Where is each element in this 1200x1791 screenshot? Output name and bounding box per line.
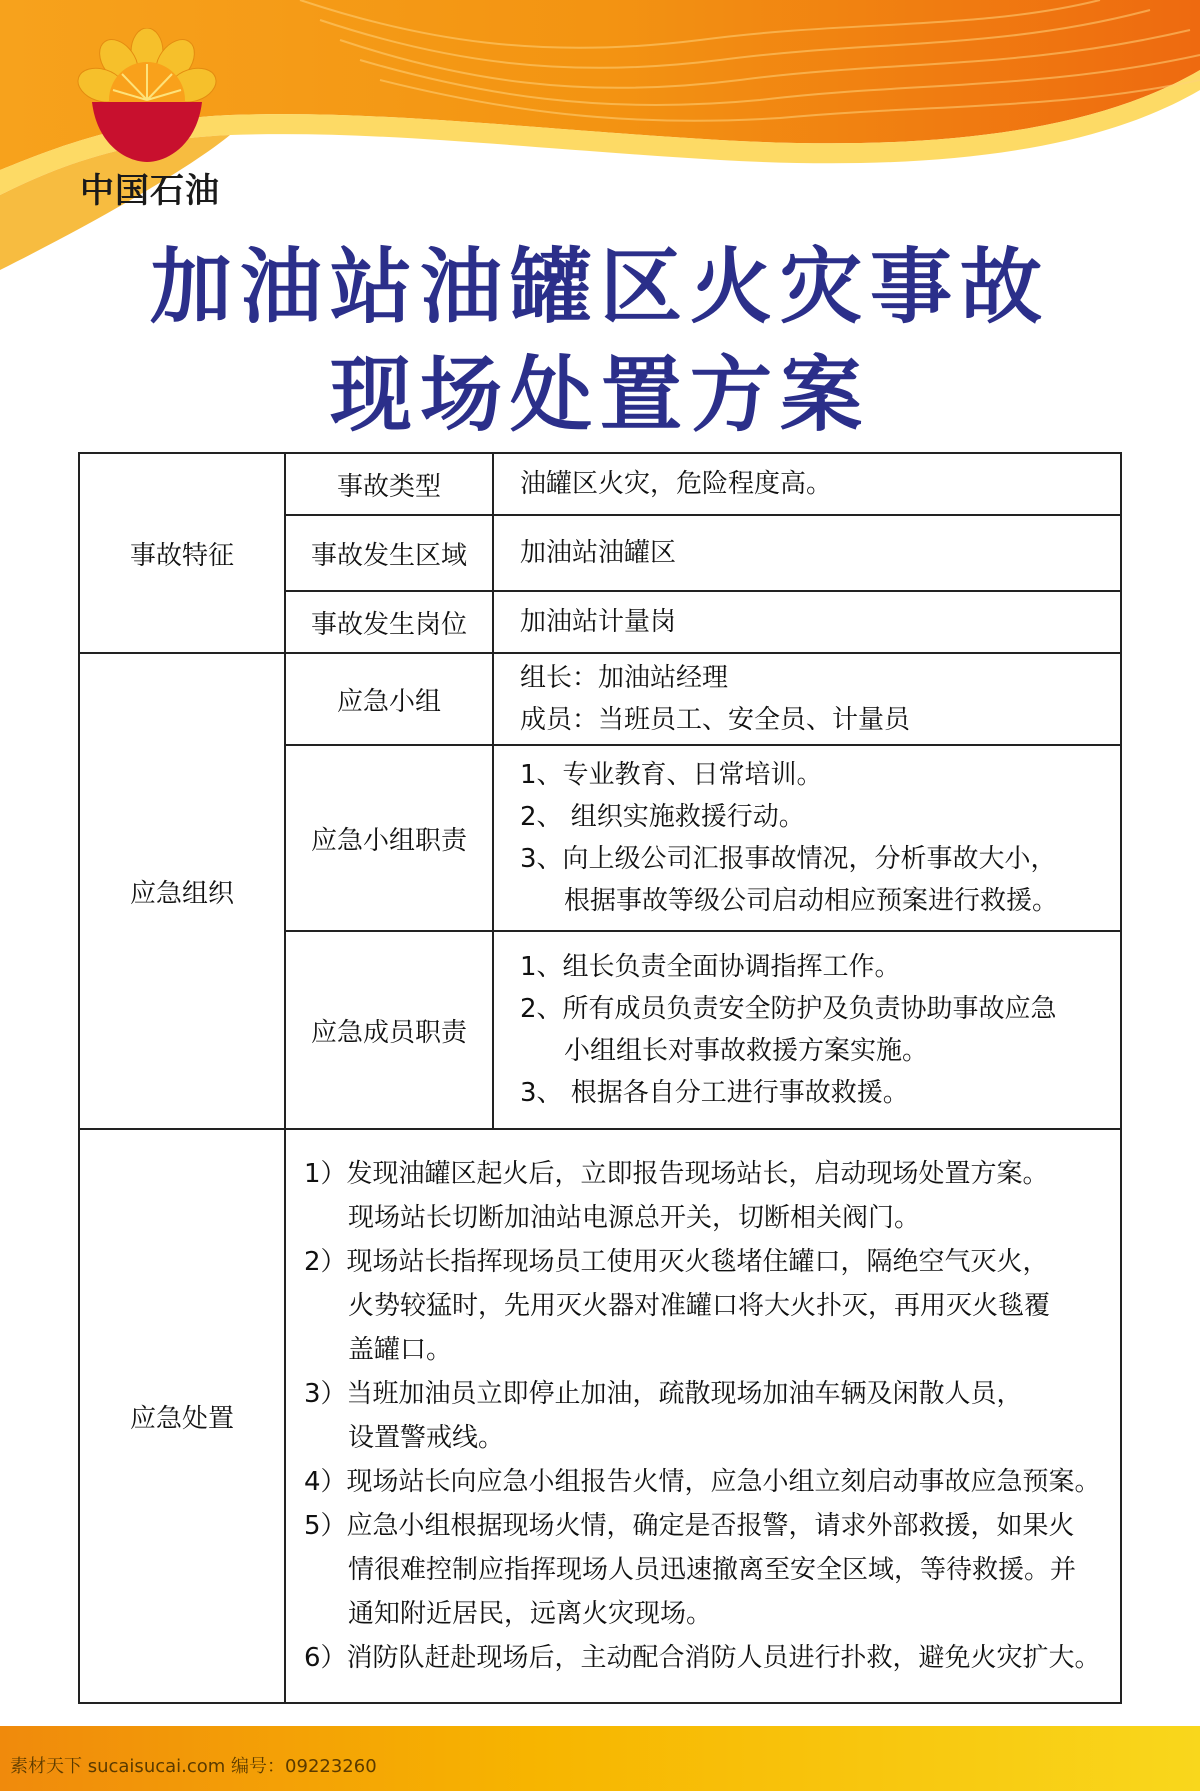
petrochina-logo-icon <box>72 28 222 178</box>
content-cell <box>493 653 1121 745</box>
content-cell <box>493 591 1121 653</box>
procedure-line: 设置警戒线。 <box>348 1423 505 1453</box>
item-cell: 事故发生区域 <box>285 515 493 591</box>
emergency-plan-table <box>78 452 1122 1704</box>
procedure-line: 6）消防队赶赴现场后，主动配合消防人员进行扑救，避免火灾扩大。 <box>304 1643 1101 1673</box>
content-line: 3、 根据各自分工进行事故救援。 <box>520 1078 909 1108</box>
content-line: 加油站油罐区 <box>520 538 677 568</box>
procedure-line: 火势较猛时，先用灭火器对准罐口将大火扑灭，再用灭火毯覆 <box>348 1291 1051 1321</box>
watermark-text: 素材天下 sucaisucai.com 编号：09223260 <box>10 1756 377 1777</box>
item-cell: 应急成员职责 <box>285 931 493 1129</box>
content-cell <box>493 931 1121 1129</box>
content-line: 1、专业教育、日常培训。 <box>520 760 823 790</box>
item-cell: 应急小组 <box>285 653 493 745</box>
content-line: 3、向上级公司汇报事故情况，分析事故大小， <box>520 844 1057 874</box>
procedure-cell <box>285 1129 1121 1703</box>
category-cell: 应急处置 <box>79 1129 285 1703</box>
table-row <box>79 653 1121 745</box>
page-title-line2: 现场处置方案 <box>329 348 870 443</box>
content-line: 根据事故等级公司启动相应预案进行救援。 <box>564 886 1059 916</box>
procedure-line: 现场站长切断加油站电源总开关，切断相关阀门。 <box>348 1203 921 1233</box>
procedure-step <box>304 1504 1102 1636</box>
content-cell <box>493 453 1121 515</box>
procedure-step <box>304 1636 1102 1680</box>
category-cell: 应急组织 <box>79 653 285 1129</box>
item-cell: 事故类型 <box>285 453 493 515</box>
item-cell: 应急小组职责 <box>285 745 493 931</box>
content-line: 油罐区火灾，危险程度高。 <box>520 469 833 499</box>
item-cell: 事故发生岗位 <box>285 591 493 653</box>
content-line: 2、 组织实施救援行动。 <box>520 802 805 832</box>
procedure-step <box>304 1240 1102 1372</box>
procedure-line: 2）现场站长指挥现场员工使用灭火毯堵住罐口，隔绝空气灭火， <box>304 1247 1049 1277</box>
content-cell <box>493 515 1121 591</box>
procedure-line: 4）现场站长向应急小组报告火情，应急小组立刻启动事故应急预案。 <box>304 1467 1101 1497</box>
procedure-line: 盖罐口。 <box>348 1335 453 1365</box>
procedure-line: 情很难控制应指挥现场人员迅速撤离至安全区域，等待救援。并 <box>348 1555 1077 1585</box>
content-line: 组长：加油站经理 <box>520 663 729 693</box>
content-line: 成员：当班员工、安全员、计量员 <box>520 705 911 735</box>
content-line: 2、所有成员负责安全防护及负责协助事故应急 <box>520 994 1057 1024</box>
category-cell: 事故特征 <box>79 453 285 653</box>
procedure-line: 3）当班加油员立即停止加油，疏散现场加油车辆及闲散人员， <box>304 1379 1023 1409</box>
procedure-step <box>304 1460 1102 1504</box>
procedure-step <box>304 1152 1102 1240</box>
procedure-line: 通知附近居民，远离火灾现场。 <box>348 1599 713 1629</box>
table-row <box>79 1129 1121 1703</box>
brand-name: 中国石油 <box>80 171 220 211</box>
content-cell <box>493 745 1121 931</box>
procedure-line: 5）应急小组根据现场火情，确定是否报警，请求外部救援，如果火 <box>304 1511 1075 1541</box>
content-line: 小组组长对事故救援方案实施。 <box>564 1036 929 1066</box>
table-row <box>79 453 1121 515</box>
content-line: 加油站计量岗 <box>520 607 677 637</box>
procedure-line: 1）发现油罐区起火后，立即报告现场站长，启动现场处置方案。 <box>304 1159 1049 1189</box>
content-line: 1、组长负责全面协调指挥工作。 <box>520 952 901 982</box>
procedure-step <box>304 1372 1102 1460</box>
page-title-line1: 加油站油罐区火灾事故 <box>149 240 1050 335</box>
